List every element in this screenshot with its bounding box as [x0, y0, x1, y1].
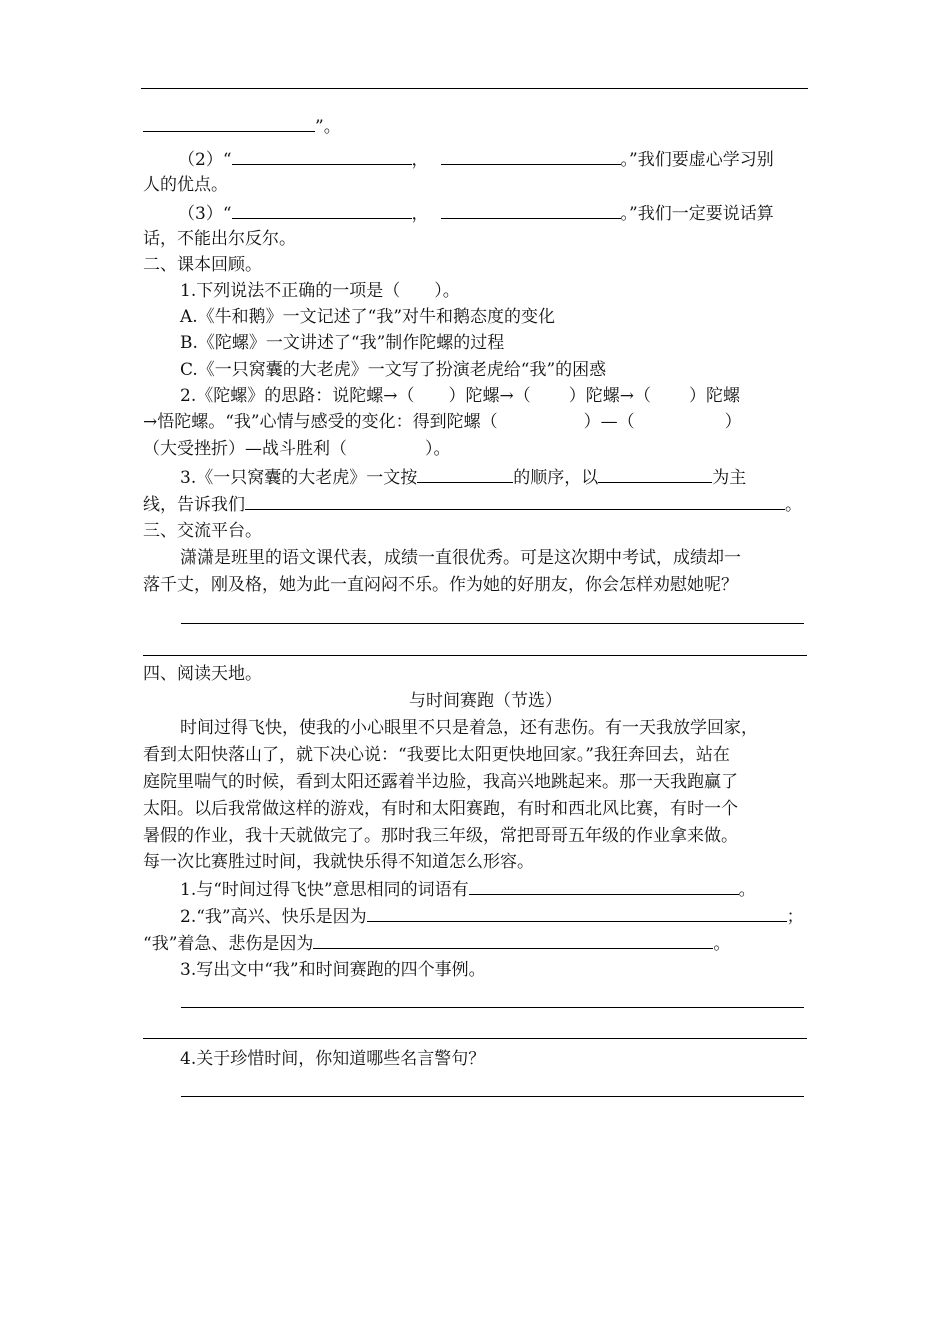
answer-line[interactable] [143, 1038, 807, 1039]
s4-q2-line1: 2.“我”高兴、快乐是因为 ； [180, 907, 804, 927]
answer-blank[interactable] [143, 116, 315, 132]
s4-q3: 3.写出文中“我”和时间赛跑的四个事例。 [180, 960, 486, 980]
s2-q2-line2: →悟陀螺。“我”心情与感受的变化：得到陀螺（ ）—（ ） [143, 412, 742, 432]
passage-line: 每一次比赛胜过时间，我就快乐得不知道怎么形容。 [143, 852, 534, 872]
passage-title: 与时间赛跑（节选） [409, 691, 562, 711]
section2-heading: 二、课本回顾。 [143, 255, 262, 275]
answer-blank[interactable] [598, 467, 712, 483]
passage-line: 暑假的作业，我十天就做完了。那时我三年级，常把哥哥五年级的作业拿来做。 [143, 826, 738, 846]
answer-blank[interactable] [441, 203, 621, 219]
section3-heading: 三、交流平台。 [143, 521, 262, 541]
answer-blank[interactable] [417, 467, 513, 483]
section4-heading: 四、阅读天地。 [143, 664, 262, 684]
s4-q4: 4.关于珍惜时间，你知道哪些名言警句？ [180, 1049, 486, 1069]
s2-option-c: C.《一只窝囊的大老虎》一文写了扮演老虎给“我”的困惑 [180, 360, 607, 380]
passage-line: 庭院里喘气的时候，看到太阳还露着半边脸，我高兴地跳起来。那一天我跑赢了 [143, 772, 738, 792]
answer-blank[interactable] [313, 933, 713, 949]
s1-q2-line: （2）“ ， 。”我们要虚心学习别 [178, 150, 774, 170]
s4-q1: 1.与“时间过得飞快”意思相同的词语有 。 [180, 880, 756, 900]
answer-blank[interactable] [232, 203, 412, 219]
answer-line[interactable] [143, 655, 807, 656]
s2-option-a: A.《牛和鹅》一文记述了“我”对牛和鹅态度的变化 [180, 307, 556, 327]
s2-option-b: B.《陀螺》一文讲述了“我”制作陀螺的过程 [180, 333, 505, 353]
s2-q2-line3: （大受挫折）—战斗胜利（ ）。 [143, 439, 451, 459]
answer-blank[interactable] [367, 906, 787, 922]
s2-q2-line1: 2.《陀螺》的思路：说陀螺→（ ）陀螺→（ ）陀螺→（ ）陀螺 [180, 386, 740, 406]
s2-q3-line2: 线，告诉我们 。 [143, 495, 802, 515]
answer-line[interactable] [181, 623, 804, 624]
s4-q2-line2: “我”着急、悲伤是因为 。 [143, 934, 731, 954]
s1-q3-wrap: 话，不能出尔反尔。 [143, 229, 296, 249]
header-rule [141, 88, 808, 89]
s2-q3-line1: 3.《一只窝囊的大老虎》一文按 的顺序，以 为主 [180, 468, 747, 488]
s2-q1: 1.下列说法不正确的一项是（ ）。 [180, 281, 460, 301]
answer-blank[interactable] [441, 149, 621, 165]
s1-q3-line: （3）“ ， 。”我们一定要说话算 [178, 204, 774, 224]
passage-line: 看到太阳快落山了，就下决心说：“我要比太阳更快地回家。”我狂奔回去，站在 [143, 745, 730, 765]
s1-q2-wrap: 人的优点。 [143, 175, 228, 195]
s1-cont-line: ”。 [143, 116, 341, 137]
passage-line: 时间过得飞快，使我的小心眼里不只是着急，还有悲伤。有一天我放学回家， [180, 718, 758, 738]
s3-prompt-line1: 潇潇是班里的语文课代表，成绩一直很优秀。可是这次期中考试，成绩却一 [180, 548, 741, 568]
answer-blank[interactable] [245, 494, 785, 510]
answer-blank[interactable] [232, 149, 412, 165]
s3-prompt-line2: 落千丈，刚及格，她为此一直闷闷不乐。作为她的好朋友，你会怎样劝慰她呢？ [143, 575, 738, 595]
answer-line[interactable] [181, 1007, 804, 1008]
passage-line: 太阳。以后我常做这样的游戏，有时和太阳赛跑，有时和西北风比赛，有时一个 [143, 799, 738, 819]
answer-line[interactable] [181, 1096, 804, 1097]
answer-blank[interactable] [469, 879, 739, 895]
